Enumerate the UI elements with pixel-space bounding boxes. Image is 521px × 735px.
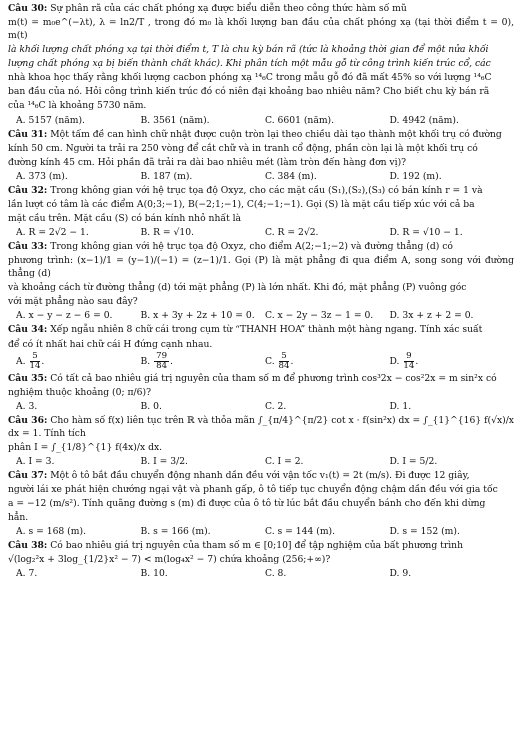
option-b: B. 3561 (năm). bbox=[140, 114, 210, 126]
question-35-options bbox=[8, 400, 514, 413]
option-a: A. x − y − z − 6 = 0. bbox=[16, 310, 113, 322]
option-c: C. 2. bbox=[265, 400, 287, 412]
option-a: A. 3. bbox=[16, 400, 38, 412]
question-33-label: Câu 33: bbox=[8, 241, 48, 253]
option-d: D. 1. bbox=[389, 400, 412, 412]
question-30-line-4: lượng chất phóng xạ bị biến thành chất khác). Khi phân tích một mẫu gỗ từ công trình kiến trúc cổ, các bbox=[8, 58, 491, 70]
question-36 bbox=[8, 414, 514, 468]
question-31-label: Câu 31: bbox=[8, 128, 48, 140]
option-a: A. R = 2√2 − 1. bbox=[16, 227, 89, 238]
option-d: D. 3x + z + 2 = 0. bbox=[389, 310, 474, 322]
question-30-line-5: nhà khoa học thấy rằng khối lượng cacbon phóng xạ ¹⁴₆C trong mẫu gỗ đó đã mất 45% so với lượng ¹⁴₆C bbox=[8, 72, 492, 84]
question-32-line-3: mặt cầu trên. Mặt cầu (S) có bán kính nhỏ nhất là bbox=[8, 212, 242, 224]
option-d: D. 192 (m). bbox=[389, 170, 442, 182]
question-33-options bbox=[8, 309, 514, 322]
question-37-line-3: a = −12 (m/s²). Tính quãng đường s (m) đi được của ô tô từ lúc bắt đầu chuyển bánh cho đến khi dừng bbox=[8, 498, 486, 510]
question-30-options bbox=[8, 114, 514, 127]
question-36-label: Câu 36: bbox=[8, 414, 48, 426]
question-38-options bbox=[8, 567, 514, 580]
option-c: C. I = 2. bbox=[265, 455, 304, 467]
option-c: C. 6601 (năm). bbox=[265, 114, 335, 126]
question-30-line-3: là khối lượng chất phóng xạ tại thời điểm t, T là chu kỳ bán rã (tức là khoảng thời gian để một nửa khối bbox=[8, 44, 489, 56]
option-d: D. s = 152 (m). bbox=[389, 526, 460, 538]
question-37-line-4: hẳn. bbox=[8, 512, 29, 524]
question-30-label: Câu 30: bbox=[8, 3, 48, 14]
option-c: C. x − 2y − 3z − 1 = 0. bbox=[265, 310, 374, 322]
question-38-label: Câu 38: bbox=[8, 540, 48, 552]
option-c: C. s = 144 (m). bbox=[265, 526, 336, 538]
question-32 bbox=[8, 184, 514, 239]
question-30-line-1: Câu 30: Sự phân rã của các chất phóng xạ được biểu diễn theo công thức hàm số mũ bbox=[8, 3, 407, 14]
question-37-label: Câu 37: bbox=[8, 470, 48, 482]
question-34-options bbox=[8, 352, 514, 371]
question-31-line-2: kính 50 cm. Người ta trải ra 250 vòng để cắt chữ và in tranh cổ động, phần còn lại là một khối trụ có bbox=[8, 142, 478, 154]
question-32-line-2: lần lượt có tâm là các điểm A(0;3;−1), B(−2;1;−1), C(4;−1;−1). Gọi (S) là mặt cầu tiếp xúc với cả ba bbox=[8, 198, 475, 210]
question-34-line-1: Câu 34: Xếp ngẫu nhiên 8 chữ cái trong cụm từ “THANH HOA” thành một hàng ngang. Tính xác suất bbox=[8, 324, 483, 336]
line-equation: (x−1)/1 = (y−1)/(−1) = (z−1)/1 bbox=[77, 255, 228, 267]
option-c: C. $\frac{5}{84}$ . bbox=[265, 350, 294, 371]
option-c: C. 384 (m). bbox=[265, 170, 317, 182]
option-b: B. $\frac{79}{84}$ . bbox=[140, 350, 173, 371]
question-37-line-1: Câu 37: Một ô tô bắt đầu chuyển động nhanh dần đều với vận tốc v₁(t) = 2t (m/s). Đi được 12 giây, bbox=[8, 470, 470, 482]
option-d: D. $\frac{9}{14}$ . bbox=[389, 350, 419, 371]
option-b: B. 187 (m). bbox=[140, 170, 193, 182]
question-37-line-2: người lái xe phát hiện chướng ngại vật và phanh gấp, ô tô tiếp tục chuyển động chậm dần đều với gia tốc bbox=[8, 484, 498, 496]
option-b: B. s = 166 (m). bbox=[140, 526, 211, 538]
question-37 bbox=[8, 469, 514, 538]
question-31-options bbox=[8, 170, 514, 183]
option-b: B. 10. bbox=[140, 568, 168, 580]
option-d: D. 4942 (năm). bbox=[389, 114, 459, 126]
question-30-line-6: ban đầu của nó. Hỏi công trình kiến trúc đó có niên đại khoảng bao nhiêu năm? Cho biết chu kỳ bán rã bbox=[8, 86, 490, 98]
question-38-line-1: Câu 38: Có bao nhiêu giá trị nguyên của tham số m ∈ [0;10] để tập nghiệm của bất phương trình bbox=[8, 540, 463, 552]
option-a: A. 373 (m). bbox=[16, 170, 68, 182]
question-35-line-2: nghiệm thuộc khoảng (0; π/6)? bbox=[8, 386, 151, 398]
question-35 bbox=[8, 372, 514, 413]
question-32-options bbox=[8, 226, 514, 239]
exam-page bbox=[8, 2, 514, 582]
question-33-line-2: phương trình: (x−1)/1 = (y−1)/(−1) = (z−1)/1. Gọi (P) là mặt phẳng đi qua điểm A, song song với đường thẳng (d) bbox=[8, 255, 514, 280]
question-33-line-1: Câu 33: Trong không gian với hệ trục tọa độ Oxyz, cho điểm A(2;−1;−2) và đường thẳng (d) có bbox=[8, 241, 453, 253]
option-d: D. R = √10 − 1. bbox=[389, 227, 463, 238]
question-38-line-2: √(log₂²x + 3log_{1/2}x² − 7) < m(log₄x² − 7) chứa khoảng (256;+∞)? bbox=[8, 554, 331, 566]
option-c: C. 8. bbox=[265, 568, 287, 580]
option-a: A. $\frac{5}{14}$ . bbox=[16, 350, 45, 371]
question-34-label: Câu 34: bbox=[8, 324, 48, 336]
question-31-line-3: đường kính 45 cm. Hỏi phần đã trải ra dài bao nhiêu mét (làm tròn đến hàng đơn vị)? bbox=[8, 156, 407, 168]
question-30 bbox=[8, 2, 514, 127]
question-33-line-4: với mặt phẳng nào sau đây? bbox=[8, 296, 138, 308]
option-d: D. I = 5/2. bbox=[389, 455, 438, 467]
question-30-line-2: m(t) = m₀e^(−λt), λ = ln2/T , trong đó m₀ là khối lượng ban đầu của chất phóng xạ (tại thời điểm t = 0), m(t) bbox=[8, 17, 514, 42]
question-32-label: Câu 32: bbox=[8, 184, 48, 196]
question-32-line-1: Câu 32: Trong không gian với hệ trục tọa độ Oxyz, cho các mặt cầu (S₁),(S₂),(S₃) có bán kính r = 1 và bbox=[8, 184, 483, 196]
question-36-line-1: Câu 36: Cho hàm số f(x) liên tục trên ℝ và thỏa mãn ∫_{π/4}^{π/2} cot x · f(sin²x) dx = ∫_{1}^{16} f(√x)/x dx = 1. Tính tích bbox=[8, 414, 514, 439]
question-35-line-1: Câu 35: Có tất cả bao nhiêu giá trị nguyên của tham số m để phương trình cos³2x − cos²2x = m sin²x có bbox=[8, 372, 497, 384]
option-d: D. 9. bbox=[389, 568, 412, 580]
option-b: B. 0. bbox=[140, 400, 162, 412]
question-33-line-3: và khoảng cách từ đường thẳng (d) tới mặt phẳng (P) là lớn nhất. Khi đó, mặt phẳng (P) vuông góc bbox=[8, 282, 467, 294]
question-37-options bbox=[8, 525, 514, 538]
question-31 bbox=[8, 128, 514, 183]
question-31-line-1: Câu 31: Một tấm đề can hình chữ nhật được cuộn tròn lại theo chiều dài tạo thành một khối trụ có đường bbox=[8, 128, 502, 140]
question-30-line-7: của ¹⁴₆C là khoảng 5730 năm. bbox=[8, 100, 147, 112]
question-35-label: Câu 35: bbox=[8, 372, 48, 384]
option-a: A. s = 168 (m). bbox=[16, 526, 86, 538]
option-c: C. R = 2√2. bbox=[265, 227, 319, 238]
option-b: B. I = 3/2. bbox=[140, 455, 188, 467]
question-38 bbox=[8, 539, 514, 580]
option-b: B. R = √10. bbox=[140, 227, 195, 238]
question-33 bbox=[8, 240, 514, 322]
option-a: A. I = 3. bbox=[16, 455, 55, 467]
question-34 bbox=[8, 323, 514, 370]
question-34-line-2: để có ít nhất hai chữ cái H đứng cạnh nhau. bbox=[8, 338, 213, 350]
option-a: A. 7. bbox=[16, 568, 38, 580]
question-36-line-2: phân I = ∫_{1/8}^{1} f(4x)/x dx. bbox=[8, 441, 163, 453]
option-a: A. 5157 (năm). bbox=[16, 114, 85, 126]
option-b: B. x + 3y + 2z + 10 = 0. bbox=[140, 310, 255, 322]
question-36-options bbox=[8, 455, 514, 468]
